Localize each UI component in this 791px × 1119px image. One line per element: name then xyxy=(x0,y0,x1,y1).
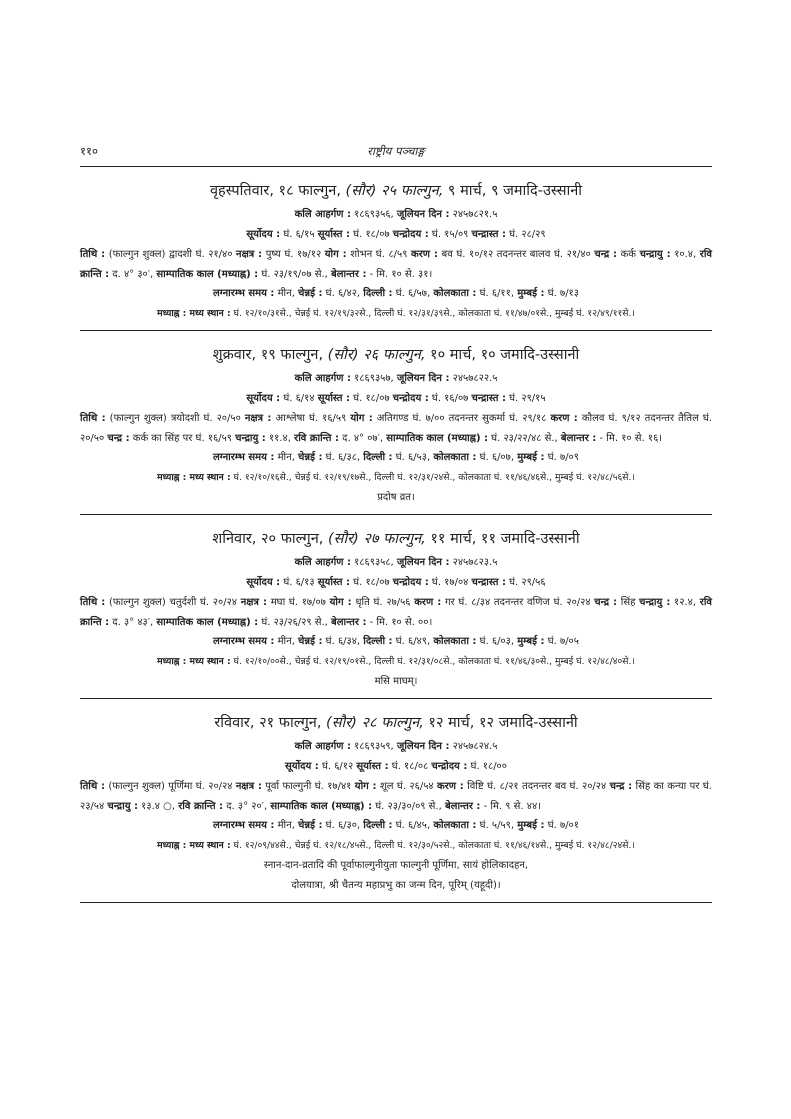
sunrise-label: सूर्योदय : xyxy=(246,393,281,404)
karana-label: करण : xyxy=(411,249,438,260)
chennai-value: घं. ६/३०, xyxy=(322,820,364,831)
moonset-label: चन्द्रास्त : xyxy=(471,577,506,588)
yoga-label: योग : xyxy=(354,781,377,792)
yoga-value: अतिगण्ड घं. ७/०० तदनन्तर सुकर्मा घं. २९/१८ xyxy=(372,413,551,424)
tithi-label: तिथि : xyxy=(80,597,106,608)
delhi-value: घं. ६/५७, xyxy=(392,288,434,299)
moonset-value: घं. २९/१५ xyxy=(505,393,546,404)
lagna-line xyxy=(80,284,712,304)
madhyahna-line xyxy=(80,652,712,672)
nakshatra-label: नक्षत्र : xyxy=(240,597,267,608)
sunrise-value: घं. ६/१५ xyxy=(280,229,318,240)
chennai-label: चेन्नई : xyxy=(298,288,323,299)
sunrise-label: सूर्योदय : xyxy=(246,577,281,588)
delhi-label: दिल्ली : xyxy=(363,820,393,831)
kolkata-label: कोलकाता : xyxy=(433,820,477,831)
lagna-rashi: मीन, xyxy=(274,636,299,647)
chandra-value: कर्क का सिंह पर घं. १६/५९ xyxy=(129,432,236,444)
tithi-label: तिथि : xyxy=(80,249,106,260)
sunset-label: सूर्यास्त : xyxy=(317,393,350,404)
moonrise-label: चन्द्रोदय : xyxy=(392,229,429,240)
day-title xyxy=(80,345,712,365)
chandrayu-label: चन्द्रायु : xyxy=(107,800,138,812)
day-entry xyxy=(80,515,712,698)
chandrayu-value: ११.४, xyxy=(265,432,295,444)
day-entry xyxy=(80,167,712,330)
sun-moon-line xyxy=(80,757,712,777)
panchang-details xyxy=(80,777,712,816)
chandrayu-value: १३.४ ○, xyxy=(137,800,179,812)
mumbai-label: मुम्बई : xyxy=(517,452,545,463)
moonrise-value: घं. १८/०० xyxy=(467,761,507,772)
madhyahna-value: घं. १२/१०/१६से., चेन्नई घं. १२/१९/१७से., दिल्ली घं. १२/३१/२४से., कोलकाता घं. ११/४६/४६से., मुम्बई घं. १२/४८/५६से.। xyxy=(230,472,635,483)
nakshatra-value: आश्लेषा घं. १६/५९ xyxy=(271,413,351,424)
sunset-value: घं. १८/०७ xyxy=(350,229,393,240)
delhi-value: घं. ६/४५, xyxy=(392,820,434,831)
julian-value: २४५७८२३.५ xyxy=(449,557,498,568)
lagna-rashi: मीन, xyxy=(274,288,299,299)
sunset-label: सूर्यास्त : xyxy=(317,577,350,588)
kali-julian-line xyxy=(80,205,712,225)
chandrayu-label: चन्द्रायु : xyxy=(639,597,671,608)
madhyahna-line xyxy=(80,836,712,856)
mumbai-value: घं. ७/०५ xyxy=(544,636,579,647)
nakshatra-value: मघा घं. १७/०७ xyxy=(266,597,330,608)
chandrayu-label: चन्द्रायु : xyxy=(235,432,266,444)
ravi-kranti-label: रवि क्रान्ति : xyxy=(178,800,224,812)
chandrayu-label: चन्द्रायु : xyxy=(639,249,671,260)
julian-value: २४५७८२२.५ xyxy=(449,373,498,384)
chennai-value: घं. ६/३८, xyxy=(322,452,364,463)
lagna-line xyxy=(80,448,712,468)
sampatik-value: घं. २३/३०/०९ से., xyxy=(372,800,445,812)
madhyahna-line xyxy=(80,468,712,488)
gregorian-hijri-date: १० मार्च, १० जमादि-उस्सानी xyxy=(425,347,580,363)
sunset-label: सूर्यास्त : xyxy=(317,229,350,240)
nakshatra-value: पूर्वा फाल्गुनी घं. १७/४१ xyxy=(261,781,355,792)
delhi-label: दिल्ली : xyxy=(363,452,393,463)
kolkata-value: घं. ६/११, xyxy=(476,288,518,299)
moonrise-label: चन्द्रोदय : xyxy=(392,393,429,404)
kali-julian-line xyxy=(80,553,712,573)
nakshatra-label: नक्षत्र : xyxy=(235,781,262,792)
kali-label: कलि आहर्गण : xyxy=(294,373,351,384)
sampatik-value: घं. २३/१९/०७ से., xyxy=(258,268,332,280)
ravi-kranti-label: रवि क्रान्ति : xyxy=(294,432,339,444)
madhyahna-label: मध्याह्न : मध्य स्थान : xyxy=(157,472,231,483)
sunrise-value: घं. ६/१४ xyxy=(280,393,318,404)
kolkata-value: घं. ६/०३, xyxy=(476,636,518,647)
julian-value: २४५७८२४.५ xyxy=(449,741,498,752)
festival-note: मसि माघम्। xyxy=(374,676,418,687)
ravi-kranti-label: रवि क्रान्ति : xyxy=(80,597,712,628)
sampatik-label: साम्पातिक काल (मध्याह्न) : xyxy=(386,432,488,444)
madhyahna-label: मध्याह्न : मध्य स्थान : xyxy=(157,840,231,851)
karana-value: बव घं. १०/१२ तदनन्तर बालव घं. २१/४० xyxy=(437,249,595,260)
sampatik-value: घं. २३/२६/२९ से., xyxy=(258,616,332,628)
sunset-value: घं. १८/०८ xyxy=(388,761,432,772)
karana-label: करण : xyxy=(550,413,578,424)
belantar-label: बेलान्तर : xyxy=(331,268,367,280)
delhi-value: घं. ६/४९, xyxy=(392,636,434,647)
sunrise-label: सूर्योदय : xyxy=(285,761,319,772)
mumbai-value: घं. ७/०१ xyxy=(544,820,579,831)
karana-label: करण : xyxy=(437,781,464,792)
sunrise-label: सूर्योदय : xyxy=(246,229,281,240)
ravi-kranti-value: द. ३° २०′, xyxy=(223,800,271,812)
day-date: शनिवार, २० फाल्गुन, xyxy=(212,531,328,547)
kolkata-value: घं. ५/५९, xyxy=(476,820,518,831)
yoga-label: योग : xyxy=(350,413,373,424)
ravi-kranti-value: द. ४° ०७′, xyxy=(338,432,387,444)
nakshatra-value: पुष्य घं. १७/१२ xyxy=(262,249,325,260)
chennai-value: घं. ६/३४, xyxy=(322,636,364,647)
chennai-value: घं. ६/४२, xyxy=(322,288,364,299)
karana-value: कौलव घं. ९/१२ तदनन्तर तैतिल घं. २०/५० xyxy=(80,413,712,444)
moonrise-label: चन्द्रोदय : xyxy=(431,761,468,772)
kali-value: १८६९३५७, xyxy=(350,373,397,384)
julian-label: जूलियन दिन : xyxy=(396,209,450,220)
panchang-details xyxy=(80,593,712,632)
tithi-label: तिथि : xyxy=(80,781,105,792)
julian-value: २४५७८२१.५ xyxy=(449,209,498,220)
yoga-label: योग : xyxy=(324,249,347,260)
kali-label: कलि आहर्गण : xyxy=(294,741,351,752)
chandra-label: चन्द्र : xyxy=(594,597,618,608)
moonset-value: घं. २९/५६ xyxy=(505,577,546,588)
chandrayu-value: १२.४, xyxy=(670,597,700,608)
moonset-label: चन्द्रास्त : xyxy=(471,229,506,240)
panchang-details xyxy=(80,409,712,448)
festival-notes xyxy=(80,856,712,896)
madhyahna-value: घं. १२/१०/००से., चेन्नई घं. १२/१९/०१से., दिल्ली घं. १२/३१/०८से., कोलकाता घं. ११/४६/३०से., मुम्बई घं. १२/४८/४०से.। xyxy=(230,656,635,667)
saur-date: (सौर) २७ फाल्गुन, xyxy=(328,531,426,547)
saur-date: (सौर) २६ फाल्गुन, xyxy=(327,347,426,363)
madhyahna-line xyxy=(80,304,712,324)
kali-value: १८६९३५८, xyxy=(350,557,397,568)
lagna-label: लग्नारम्भ समय : xyxy=(213,820,275,831)
moonset-label: चन्द्रास्त : xyxy=(471,393,506,404)
chennai-label: चेन्नई : xyxy=(298,452,323,463)
madhyahna-value: घं. १२/१०/३१से., चेन्नई घं. १२/१९/३२से., दिल्ली घं. १२/३१/३९से., कोलकाता घं. ११/४७/०१से., मुम्बई घं. १२/४९/११से.। xyxy=(230,308,635,319)
kali-julian-line xyxy=(80,737,712,757)
sunrise-value: घं. ६/१२ xyxy=(318,761,357,772)
madhyahna-label: मध्याह्न : मध्य स्थान : xyxy=(157,308,231,319)
lagna-line xyxy=(80,816,712,836)
belantar-value: - मि. १० से. ००। xyxy=(366,616,433,628)
running-head xyxy=(80,142,712,164)
tithi-value: (फाल्गुन शुक्ल) द्वादशी घं. २१/४० xyxy=(105,249,237,260)
day-title xyxy=(80,181,712,201)
sunset-label: सूर्यास्त : xyxy=(356,761,389,772)
mumbai-label: मुम्बई : xyxy=(517,820,545,831)
kolkata-label: कोलकाता : xyxy=(433,452,477,463)
festival-note: प्रदोष व्रत। xyxy=(377,492,415,503)
tithi-value: (फाल्गुन शुक्ल) चतुर्दशी घं. २०/२४ xyxy=(105,597,241,608)
sampatik-label: साम्पातिक काल (मध्याह्न) : xyxy=(156,616,259,628)
day-title xyxy=(80,713,712,733)
moonrise-value: घं. १५/०९ xyxy=(428,229,472,240)
festival-notes xyxy=(80,488,712,508)
page-number: ११० xyxy=(80,144,98,158)
julian-label: जूलियन दिन : xyxy=(396,741,450,752)
panchang-details xyxy=(80,245,712,284)
yoga-value: धृति घं. २७/५६ xyxy=(351,597,415,608)
saur-date: (सौर) २५ फाल्गुन, xyxy=(345,183,444,199)
belantar-label: बेलान्तर : xyxy=(331,616,367,628)
almanac-page xyxy=(80,142,712,903)
yoga-label: योग : xyxy=(329,597,352,608)
sunset-value: घं. १८/०७ xyxy=(350,393,393,404)
karana-value: गर घं. ८/३४ तदनन्तर वणिज घं. २०/२४ xyxy=(441,597,595,608)
delhi-label: दिल्ली : xyxy=(363,288,393,299)
delhi-value: घं. ६/५३, xyxy=(392,452,434,463)
lagna-rashi: मीन, xyxy=(274,452,299,463)
sampatik-value: घं. २३/२२/४८ से., xyxy=(488,432,561,444)
tithi-value: (फाल्गुन शुक्ल) पूर्णिमा घं. २०/२४ xyxy=(104,781,236,792)
gregorian-hijri-date: ११ मार्च, ११ जमादि-उस्सानी xyxy=(425,531,580,547)
lagna-rashi: मीन, xyxy=(274,820,299,831)
lagna-label: लग्नारम्भ समय : xyxy=(213,288,275,299)
mumbai-value: घं. ७/०९ xyxy=(544,452,579,463)
moonset-value: घं. २८/२९ xyxy=(505,229,546,240)
section-rule xyxy=(80,902,712,903)
kolkata-label: कोलकाता : xyxy=(433,636,477,647)
day-title xyxy=(80,529,712,549)
sun-moon-line xyxy=(80,389,712,409)
chandra-value: कर्क xyxy=(617,249,640,260)
nakshatra-label: नक्षत्र : xyxy=(244,413,272,424)
sampatik-label: साम्पातिक काल (मध्याह्न) : xyxy=(270,800,373,812)
lagna-label: लग्नारम्भ समय : xyxy=(213,452,275,463)
belantar-label: बेलान्तर : xyxy=(560,432,597,444)
day-date: शुक्रवार, १९ फाल्गुन, xyxy=(212,347,328,363)
delhi-label: दिल्ली : xyxy=(363,636,393,647)
sun-moon-line xyxy=(80,225,712,245)
belantar-value: - मि. १० से. ३१। xyxy=(366,268,433,280)
lagna-line xyxy=(80,632,712,652)
moonrise-value: घं. १७/०४ xyxy=(428,577,472,588)
julian-label: जूलियन दिन : xyxy=(396,557,450,568)
madhyahna-label: मध्याह्न : मध्य स्थान : xyxy=(157,656,231,667)
chennai-label: चेन्नई : xyxy=(298,820,323,831)
ravi-kranti-value: द. ३° ४३′, xyxy=(109,616,157,628)
belantar-value: - मि. ९ से. ४४। xyxy=(480,800,541,812)
moonrise-label: चन्द्रोदय : xyxy=(392,577,429,588)
gregorian-hijri-date: ९ मार्च, ९ जमादि-उस्सानी xyxy=(443,183,583,199)
kali-label: कलि आहर्गण : xyxy=(294,209,351,220)
sun-moon-line xyxy=(80,573,712,593)
mumbai-label: मुम्बई : xyxy=(517,288,545,299)
sampatik-label: साम्पातिक काल (मध्याह्न) : xyxy=(156,268,259,280)
madhyahna-value: घं. १२/०९/४४से., चेन्नई घं. १२/१८/४५से., दिल्ली घं. १२/३०/५२से., कोलकाता घं. ११/४६/१४से., मुम्बई घं. १२/४८/२४से.। xyxy=(230,840,635,851)
julian-label: जूलियन दिन : xyxy=(396,373,450,384)
day-entry xyxy=(80,699,712,902)
gregorian-hijri-date: १२ मार्च, १२ जमादि-उस्सानी xyxy=(423,715,578,731)
moonrise-value: घं. १६/०७ xyxy=(428,393,472,404)
running-title: राष्ट्रीय पञ्चाङ्ग xyxy=(367,144,425,158)
mumbai-label: मुम्बई : xyxy=(517,636,545,647)
chennai-label: चेन्नई : xyxy=(298,636,323,647)
kali-value: १८६९३५६, xyxy=(350,209,397,220)
sunrise-value: घं. ६/१३ xyxy=(280,577,318,588)
tithi-label: तिथि : xyxy=(80,413,106,424)
ravi-kranti-label: रवि क्रान्ति : xyxy=(80,249,712,280)
chandra-label: चन्द्र : xyxy=(107,432,130,444)
yoga-value: शोभन घं. ८/५९ xyxy=(346,249,412,260)
yoga-value: शूल घं. २६/५४ xyxy=(376,781,438,792)
day-entry xyxy=(80,331,712,514)
lagna-label: लग्नारम्भ समय : xyxy=(213,636,275,647)
tithi-value: (फाल्गुन शुक्ल) त्रयोदशी घं. २०/५० xyxy=(105,413,245,424)
karana-label: करण : xyxy=(414,597,442,608)
nakshatra-label: नक्षत्र : xyxy=(236,249,263,260)
karana-value: विष्टि घं. ८/२१ तदनन्तर बव घं. २०/२४ xyxy=(463,781,610,792)
kali-label: कलि आहर्गण : xyxy=(294,557,351,568)
chandra-value: सिंह xyxy=(617,597,640,608)
mumbai-value: घं. ७/१३ xyxy=(544,288,579,299)
saur-date: (सौर) २८ फाल्गुन, xyxy=(326,715,424,731)
festival-note: दोलयात्रा, श्री चैतन्य महाप्रभु का जन्म दिन, पूरिम् (यहूदी)। xyxy=(291,880,501,891)
chandra-label: चन्द्र : xyxy=(609,781,633,792)
day-date: वृहस्पतिवार, १८ फाल्गुन, xyxy=(209,183,346,199)
kali-julian-line xyxy=(80,369,712,389)
day-entries xyxy=(80,167,712,903)
ravi-kranti-value: द. ४° ३०′, xyxy=(109,268,157,280)
kali-value: १८६९३५९, xyxy=(350,741,397,752)
belantar-value: - मि. १० से. १६। xyxy=(596,432,663,444)
kolkata-label: कोलकाता : xyxy=(433,288,477,299)
festival-note: स्नान-दान-व्रतादि की पूर्वाफाल्गुनीयुता फाल्गुनी पूर्णिमा, सायं होलिकादहन, xyxy=(263,860,529,871)
chandra-label: चन्द्र : xyxy=(594,249,618,260)
festival-notes xyxy=(80,672,712,692)
sunset-value: घं. १८/०७ xyxy=(350,577,393,588)
kolkata-value: घं. ६/०७, xyxy=(476,452,518,463)
belantar-label: बेलान्तर : xyxy=(444,800,481,812)
chandrayu-value: १०.४, xyxy=(670,249,700,260)
chandra-value: सिंह का कन्या पर घं. २३/५४ xyxy=(80,781,712,812)
day-date: रविवार, २१ फाल्गुन, xyxy=(214,715,327,731)
